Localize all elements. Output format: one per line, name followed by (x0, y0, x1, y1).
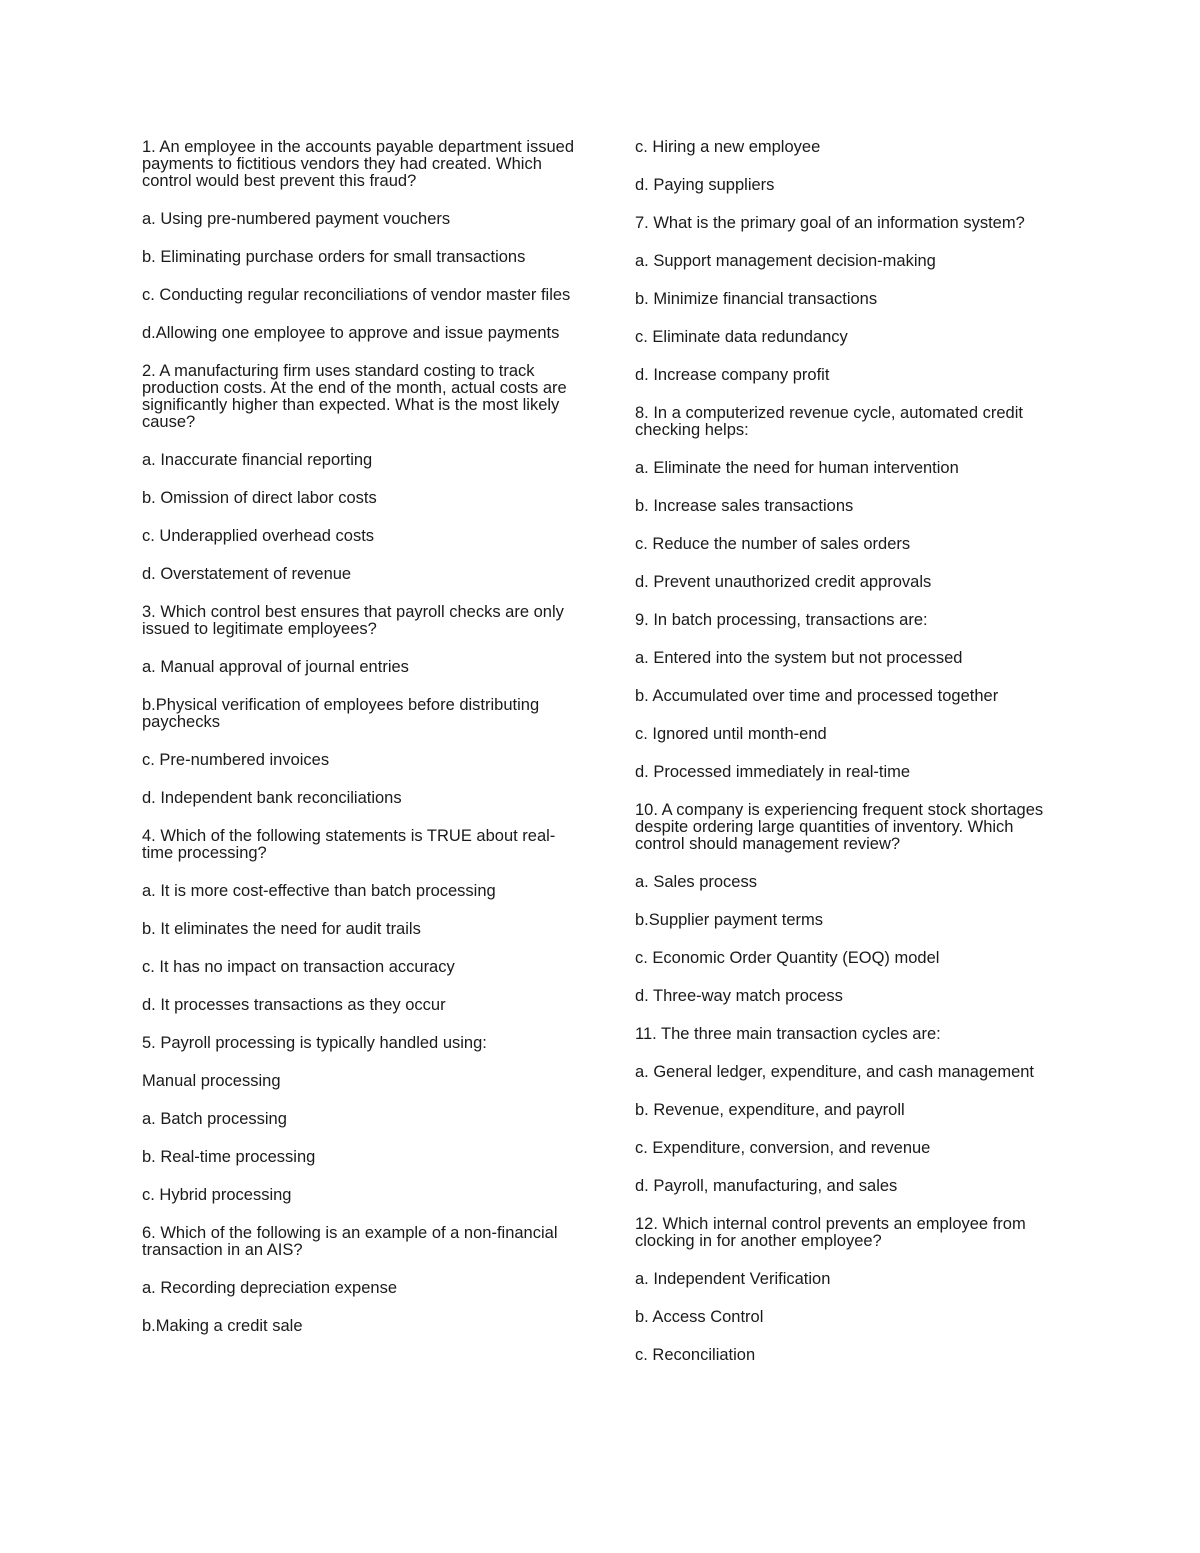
option-7b: b. Minimize financial transactions (635, 290, 878, 308)
option-9c: c. Ignored until month-end (635, 725, 827, 743)
option-6b: b.Making a credit sale (142, 1317, 303, 1335)
option-12a: a. Independent Verification (635, 1270, 831, 1288)
question-6: 6. Which of the following is an example of a non-financial transaction in an AIS? (142, 1224, 558, 1259)
option-7c: c. Eliminate data redundancy (635, 328, 848, 346)
option-5b: b. Real-time processing (142, 1148, 316, 1166)
question-7: 7. What is the primary goal of an information system? (635, 214, 1025, 232)
option-7d: d. Increase company profit (635, 366, 830, 384)
option-4c: c. It has no impact on transaction accuracy (142, 958, 455, 976)
option-8a: a. Eliminate the need for human intervention (635, 459, 959, 477)
option-3b: b.Physical verification of employees before distributing paychecks (142, 696, 540, 731)
option-12b: b. Access Control (635, 1308, 764, 1326)
option-5a: a. Batch processing (142, 1110, 287, 1128)
option-2d: d. Overstatement of revenue (142, 565, 352, 583)
question-8: 8. In a computerized revenue cycle, automated credit checking helps: (635, 404, 1023, 439)
question-3: 3. Which control best ensures that payroll checks are only issued to legitimate employees? (142, 603, 564, 638)
option-6c: c. Hiring a new employee (635, 138, 821, 156)
option-7a: a. Support management decision-making (635, 252, 936, 270)
option-5-manual: Manual processing (142, 1072, 281, 1090)
option-10c: c. Economic Order Quantity (EOQ) model (635, 949, 940, 967)
option-6d: d. Paying suppliers (635, 176, 775, 194)
option-4b: b. It eliminates the need for audit trails (142, 920, 421, 938)
option-2a: a. Inaccurate financial reporting (142, 451, 373, 469)
option-1b: b. Eliminating purchase orders for small transactions (142, 248, 526, 266)
question-11: 11. The three main transaction cycles are: (635, 1025, 941, 1043)
option-10d: d. Three-way match process (635, 987, 843, 1005)
option-10b: b.Supplier payment terms (635, 911, 824, 929)
option-11b: b. Revenue, expenditure, and payroll (635, 1101, 905, 1119)
option-9a: a. Entered into the system but not processed (635, 649, 963, 667)
option-8c: c. Reduce the number of sales orders (635, 535, 911, 553)
question-10: 10. A company is experiencing frequent stock shortages despite ordering large quantities of inventory. Which control should management review? (635, 801, 1044, 853)
question-5: 5. Payroll processing is typically handled using: (142, 1034, 487, 1052)
option-8d: d. Prevent unauthorized credit approvals (635, 573, 932, 591)
option-1a: a. Using pre-numbered payment vouchers (142, 210, 451, 228)
option-1c: c. Conducting regular reconciliations of vendor master files (142, 286, 571, 304)
option-6a: a. Recording depreciation expense (142, 1279, 398, 1297)
option-9b: b. Accumulated over time and processed together (635, 687, 999, 705)
option-2c: c. Underapplied overhead costs (142, 527, 375, 545)
option-11a: a. General ledger, expenditure, and cash management (635, 1063, 1035, 1081)
option-3a: a. Manual approval of journal entries (142, 658, 409, 676)
right-column (635, 139, 1055, 1364)
question-2: 2. A manufacturing firm uses standard costing to track production costs. At the end of the month, actual costs are significantly higher than expected. What is the most likely cause? (142, 362, 567, 431)
option-10a: a. Sales process (635, 873, 757, 891)
question-9: 9. In batch processing, transactions are: (635, 611, 928, 629)
option-11d: d. Payroll, manufacturing, and sales (635, 1177, 898, 1195)
option-3c: c. Pre-numbered invoices (142, 751, 330, 769)
option-4a: a. It is more cost-effective than batch processing (142, 882, 496, 900)
question-4: 4. Which of the following statements is TRUE about real-time processing? (142, 827, 556, 862)
option-9d: d. Processed immediately in real-time (635, 763, 911, 781)
option-12c: c. Reconciliation (635, 1346, 756, 1364)
question-1: 1. An employee in the accounts payable department issued payments to fictitious vendors they had created. Which control would best prevent this fraud? (142, 138, 575, 190)
option-4d: d. It processes transactions as they occur (142, 996, 446, 1014)
option-2b: b. Omission of direct labor costs (142, 489, 377, 507)
option-5c: c. Hybrid processing (142, 1186, 292, 1204)
left-column (142, 139, 582, 1335)
option-1d: d.Allowing one employee to approve and issue payments (142, 324, 560, 342)
option-11c: c. Expenditure, conversion, and revenue (635, 1139, 931, 1157)
option-8b: b. Increase sales transactions (635, 497, 854, 515)
option-3d: d. Independent bank reconciliations (142, 789, 402, 807)
question-12: 12. Which internal control prevents an employee from clocking in for another employee? (635, 1215, 1026, 1250)
